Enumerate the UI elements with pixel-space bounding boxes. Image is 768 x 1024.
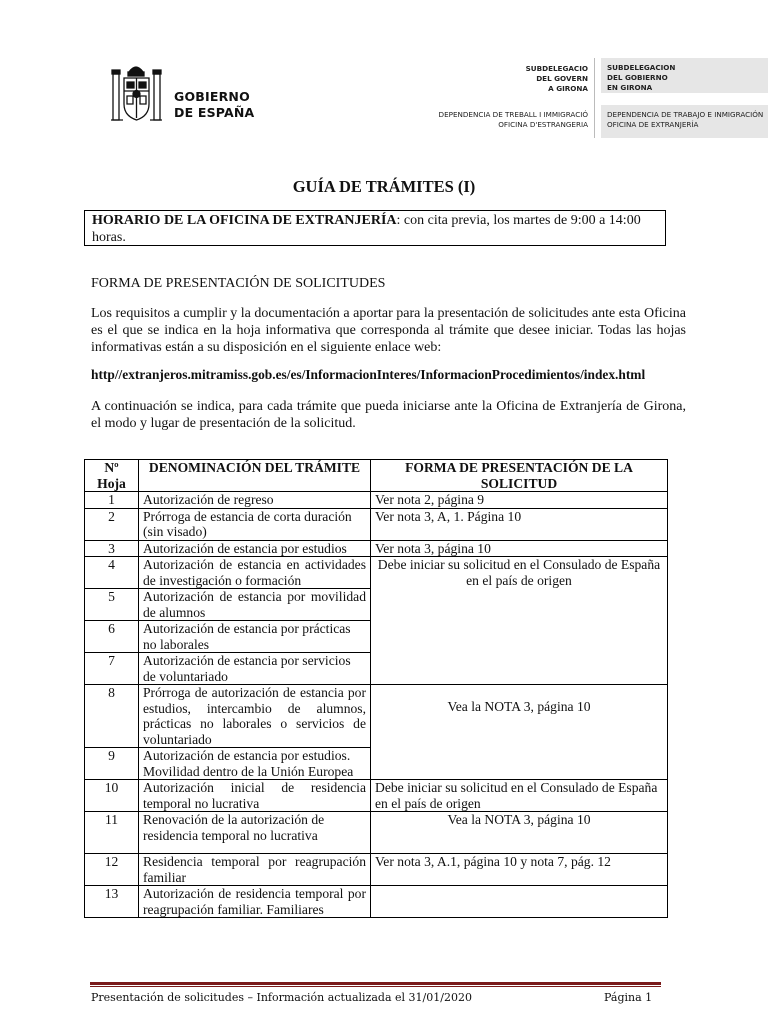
row-forma — [371, 886, 668, 918]
footer-rule — [90, 982, 661, 985]
office-hours-box — [84, 210, 666, 246]
dependencia-spanish — [601, 105, 768, 138]
row-num: 2 — [85, 508, 139, 540]
gov-line1: GOBIERNO — [174, 89, 250, 104]
page-title: GUÍA DE TRÁMITES (I) — [292, 177, 476, 196]
row-num: 8 — [85, 685, 139, 748]
row-forma: Vea la NOTA 3, página 10 — [371, 812, 668, 854]
dependencia-catalan — [400, 110, 588, 130]
row-denominacion: Prórroga de autorización de estancia por estudios, intercambio de alumnos, prácticas no laborales o servicios de voluntariado — [139, 685, 371, 748]
row-denominacion: Prórroga de estancia de corta duración (sin visado) — [139, 508, 371, 540]
merged-forma-8-9: Vea la NOTA 3, página 10 — [371, 685, 668, 780]
row-num: 10 — [85, 780, 139, 812]
table-row — [85, 685, 668, 748]
row-forma: Ver nota 3, A, 1. Página 10 — [371, 508, 668, 540]
header-text: EN GIRONA — [607, 83, 653, 92]
row-num: 7 — [85, 653, 139, 685]
footer-rule-thin — [90, 986, 661, 987]
subdelegacion-spanish — [601, 58, 768, 93]
table-row — [85, 492, 668, 509]
row-denominacion: Autorización de regreso — [139, 492, 371, 509]
row-forma: Ver nota 3, página 10 — [371, 540, 668, 557]
row-num: 1 — [85, 492, 139, 509]
row-denominacion: Autorización de estancia en actividades de investigación o formación — [139, 557, 371, 589]
row-forma: Debe iniciar su solicitud en el Consulado de España en el país de origen — [371, 780, 668, 812]
intro-paragraph: Los requisitos a cumplir y la documentación a aportar para la presentación de solicitudes ante esta Oficina es el que se indica en la hoja informativa que corresponda al trámite que desee iniciar. Todas las hojas informativas están a su disposición en el siguiente enlace web: — [91, 306, 686, 355]
table-header-row — [85, 460, 668, 492]
row-num: 5 — [85, 589, 139, 621]
intro-paragraph-2: A continuación se indica, para cada trámite que pueda iniciarse ante la Oficina de Extranjería de Girona, el modo y lugar de presentación de la solicitud. — [91, 399, 686, 431]
table-row — [85, 540, 668, 557]
row-denominacion: Autorización de estancia por prácticas no laborales — [139, 621, 371, 653]
coat-of-arms-icon — [109, 60, 164, 126]
row-num: 13 — [85, 886, 139, 918]
gov-line2: DE ESPAÑA — [174, 105, 255, 120]
page-number: Página 1 — [604, 991, 653, 1004]
footer-text: Presentación de solicitudes – Información actualizada el 31/01/2020 — [91, 991, 472, 1004]
row-denominacion: Autorización de residencia temporal por reagrupación familiar. Familiares — [139, 886, 371, 918]
hours-text: : con cita previa, los martes de 9:00 a 14:00 horas. — [92, 213, 641, 245]
header-denominacion: DENOMINACIÓN DEL TRÁMITE — [139, 460, 371, 492]
merged-forma-4-7: Debe iniciar su solicitud en el Consulado de España en el país de origen — [371, 557, 668, 685]
header-text: A GIRONA — [548, 84, 588, 93]
row-denominacion: Autorización de estancia por movilidad de alumnos — [139, 589, 371, 621]
row-forma: Ver nota 2, página 9 — [371, 492, 668, 509]
header-text: OFICINA D'ESTRANGERIA — [498, 120, 588, 129]
header-text: SUBDELEGACIO — [525, 64, 588, 73]
row-denominacion: Autorización de estancia por estudios. Movilidad dentro de la Unión Europea — [139, 748, 371, 780]
header-num: Nº Hoja — [85, 460, 139, 492]
header-text: DEPENDENCIA DE TRABAJO E INMIGRACIÓN — [607, 110, 764, 119]
table-row — [85, 508, 668, 540]
hours-label: HORARIO DE LA OFICINA DE EXTRANJERÍA — [92, 213, 397, 228]
header-text: SUBDELEGACION — [607, 63, 676, 72]
row-denominacion: Autorización de estancia por estudios — [139, 540, 371, 557]
government-logo-text — [174, 89, 254, 121]
info-link[interactable]: http//extranjeros.mitramiss.gob.es/es/InformacionInteres/InformacionProcedimientos/index.html — [91, 367, 646, 382]
row-num: 6 — [85, 621, 139, 653]
header-text: DEL GOVERN — [536, 74, 588, 83]
header-text: DEL GOBIERNO — [607, 73, 668, 82]
table-row — [85, 886, 668, 918]
table-row — [85, 854, 668, 886]
row-denominacion: Renovación de la autorización de residencia temporal no lucrativa — [139, 812, 371, 854]
row-num: 12 — [85, 854, 139, 886]
header-text: OFICINA DE EXTRANJERÍA — [607, 120, 699, 129]
subdelegacio-catalan — [420, 64, 588, 94]
table-row — [85, 812, 668, 854]
row-num: 11 — [85, 812, 139, 854]
header-text: DEPENDENCIA DE TREBALL I IMMIGRACIÓ — [438, 110, 588, 119]
row-denominacion: Autorización inicial de residencia temporal no lucrativa — [139, 780, 371, 812]
procedures-table — [84, 459, 668, 918]
header-forma: FORMA DE PRESENTACIÓN DE LA SOLICITUD — [371, 460, 668, 492]
row-num: 9 — [85, 748, 139, 780]
row-forma: Ver nota 3, A.1, página 10 y nota 7, pág. 12 — [371, 854, 668, 886]
table-row — [85, 780, 668, 812]
row-denominacion: Autorización de estancia por servicios de voluntariado — [139, 653, 371, 685]
table-row — [85, 557, 668, 589]
row-denominacion: Residencia temporal por reagrupación familiar — [139, 854, 371, 886]
row-num: 3 — [85, 540, 139, 557]
section-heading: FORMA DE PRESENTACIÓN DE SOLICITUDES — [91, 276, 386, 291]
row-num: 4 — [85, 557, 139, 589]
header-divider — [594, 58, 595, 138]
